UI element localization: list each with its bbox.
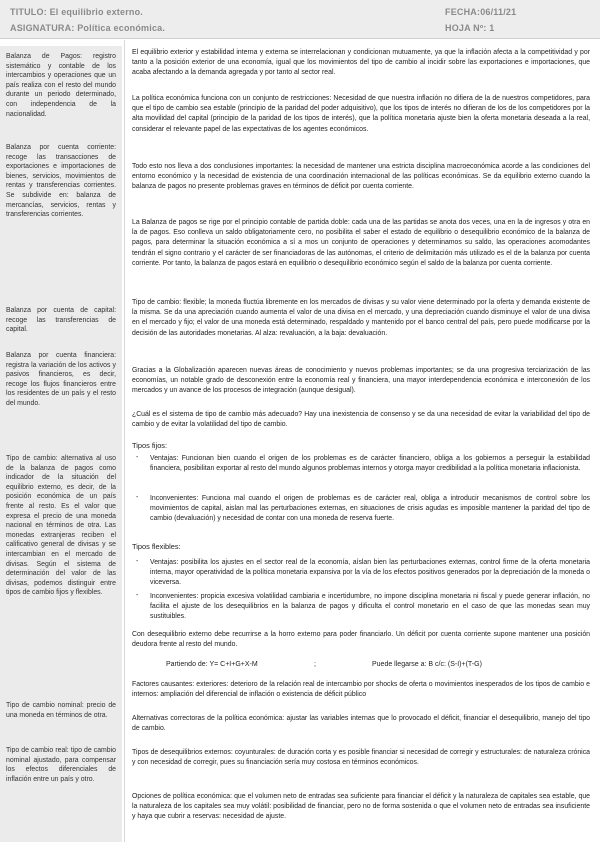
paragraph-factores: Factores causantes: exteriores: deterioro de la relación real de intercambio por shocks de oferta o movimientos inesperados de los tipos de cambio e internos: ampliación del diferencial de inflación o existencia de déficit público (132, 681, 590, 699)
note-tipo-cambio: Tipo de cambio: alternativa al uso de la balanza de pagos como indicador de la situación del equilibrio externo, es decir, de la posición económica de un país frente al resto. Es el valor que expresa el precio de una moneda nacional en términos de otra. Las monedas extranjeras reciben el calificativo general de divisas y se intercambian en el mercado de divisas. Según el sistema de determinación del valor de las divisas, podemos distinguir entre tipos de cambio fijos y flexibles. (6, 455, 116, 597)
heading-tipos-fijos: Tipos fijos: (132, 441, 168, 450)
paragraph-pregunta: ¿Cuál es el sistema de tipo de cambio más adecuado? Hay una inexistencia de consenso y se da una necesidad de evitar la variabilidad del tipo de cambio y de evitar la volatilidad del tipo de cambio. (132, 411, 590, 429)
flexibles-ventajas: Ventajas: posibilita los ajustes en el sector real de la economía, aíslan bien las perturbaciones externas, control firme de la oferta monetaria interna, mayor operatividad de la política monetaria expansiva por la vía de los efectos positivos generados por la depreciación de la moneda o viceversa. (150, 559, 590, 587)
heading-tipos-flexibles: Tipos flexibles: (132, 542, 181, 551)
formula-separator: ; (314, 661, 316, 668)
flexibles-inconvenientes: Inconvenientes: propicia excesiva volatilidad cambiaria e incertidumbre, no impone disciplina monetaria ni fiscal y puede generar inflación, no facilita el ajuste de los desequilibrios en la balanza de pagos y dificulta el control monetario en el caso de que las monedas sean muy sustituibles. (150, 593, 590, 621)
bullet-icon: - (136, 454, 139, 461)
paragraph-equilibrio: El equilibrio exterior y estabilidad interna y externa se interrelacionan y condicionan mutuamente, ya que la inflación afecta a la competitividad y por tanto a la posición exterior de una economía, igual que los movimientos del tipo de cambio al incidir sobre las exportaciones e importaciones, que acaba afectando a la demanda agregada y por tanto al sector real. (132, 49, 590, 77)
note-cambio-real: Tipo de cambio real: tipo de cambio nominal ajustado, para compensar los efectos diferenciales de inflación entre un país y otro. (6, 747, 116, 783)
note-cuenta-corriente: Balanza por cuenta corriente: recoge las transacciones de exportaciones e importaciones de bienes, servicios, movimientos de rentas y transferencias corrientes. Se subdivide en: balanza de mercancías, servicios, rentas y transferencias corrientes. (6, 144, 116, 219)
paragraph-globalizacion: Gracias a la Globalización aparecen nuevas áreas de conocimiento y nuevos problemas importantes; se da una progresiva terciarización de las economías, un notable grado de desconexión entre la economía real y financiera, una mayor interdependencia económica e interconexión de los mercados y un avance de los procesos de integración (aunque desigual). (132, 367, 590, 395)
sidebar-notes (0, 46, 122, 842)
fijos-inconvenientes: Inconvenientes: Funciona mal cuando el origen de problemas es de carácter real, obliga a introducir mecanismos de control sobre los movimientos de capital, aislan mal las perturbaciones externas, en situaciones de crisis agudas es imposible mantener la paridad del tipo de cambio (devaluación) y necesidad de contar con una moneda de reserva fuerte. (150, 495, 590, 523)
document-title: TITULO: El equilibrio externo. (10, 7, 144, 17)
paragraph-conclusiones: Todo esto nos lleva a dos conclusiones importantes: la necesidad de mantener una estricta disciplina macroeconómica acorde a las condiciones del entorno económico y la necesidad de existencia de una coordinación internacional de las políticas económicas. Se da equilibrio externo cuando la balanza de pagos no presente problemas graves en términos de déficit por cuenta corriente. (132, 163, 590, 191)
page-header (0, 0, 600, 39)
paragraph-opciones: Opciones de política económica: que el volumen neto de entradas sea suficiente para financiar el déficit y la naturaleza de capitales sea estable, que la naturaleza de los capitales sea muy volátil: posibilidad de financiar, pero no de forma sostenida o que el volumen neto de entradas sea insuficiente y haya que cubrir a reservas: necesidad de ajuste. (132, 793, 590, 821)
date-label: FECHA:06/11/21 (445, 7, 517, 17)
subject-label: ASIGNATURA: Política económica. (10, 23, 166, 33)
paragraph-restricciones: La política económica funciona con un conjunto de restricciones: Necesidad de que nuestra inflación no difiera de la de nuestros competidores, para que el tipo de cambio sea estable (principio de la paridad del poder adquisitivo), que los tipos de interés no difieran de los de los competidores por la alta movilidad del capital (principio de la paridad de los tipos de interés), que la política monetaria ajuste bien la oferta monetaria deseada a la real, considerar el relevante papel de las expectativas de los agentes económicos. (132, 95, 590, 133)
note-balanza-pagos: Balanza de Pagos: registro sistemático y contable de los intercambios y operaciones que un país realiza con el resto del mundo durante un periodo determinado, con independencia de la nacionalidad. (6, 53, 116, 118)
paragraph-balanza-pagos: La Balanza de pagos se rige por el principio contable de partida doble: cada una de las partidas se anota dos veces, una en la de ingresos y otra en la de pagos. Eso conlleva un saldo obligatoriamente cero, no posibilita el saber el estado de equilibrio o desequilibrio económico de la balanza de pagos, para determinar la situación económica a sí a mos un conjunto de operaciones y determinamos su saldo, las operaciones acomodantes tendrán el signo contrario y el carácter de ser financiadoras de las autónomas, el criterio de delimitación más utilizado es el de la balanza por cuenta corriente. Por tanto, la balanza de pagos estará en equilibrio o desequilibrio económico según el saldo de la balanza por cuenta corriente. (132, 219, 590, 267)
paragraph-alternativas: Alternativas correctoras de la política económica: ajustar las variables internas que lo provocado el déficit, financiar el desequilibrio, manejo del tipo de cambio. (132, 715, 590, 733)
bullet-icon: - (136, 558, 139, 565)
paragraph-tipo-cambio: Tipo de cambio: flexible; la moneda fluctúa libremente en los mercados de divisas y su valor viene determinado por la oferta y demanda existente de la misma. Se da una apreciación cuando aumenta el valor de una divisa en el mercado, y una depreciación cuando disminuye el valor de una divisa en el mercado y fijo; el valor de una moneda está determinado, respaldado y mantenido por el banco central del país, pero puede modificarse por la decisión de las autoridades monetarias. Al alza: revaluación, a la baja: devaluación. (132, 299, 590, 337)
bullet-icon: - (136, 592, 139, 599)
note-cuenta-financiera: Balanza por cuenta financiera: registra la variación de los activos y pasivos financieros, es decir, recoge los flujos financieros entre los residentes de un país y el resto del mundo. (6, 352, 116, 407)
paragraph-tipos-desequilibrios: Tipos de desequilibrios externos: coyunturales: de duración corta y es posible financiar si necesidad de corregir y estructurales: de naturaleza crónica y con necesidad de corregir, pues su financiación sería muy costosa en términos económicos. (132, 749, 590, 767)
note-cambio-nominal: Tipo de cambio nominal: precio de una moneda en términos de otra. (6, 702, 116, 719)
bullet-icon: - (136, 494, 139, 501)
sheet-number: HOJA Nº: 1 (445, 23, 495, 33)
column-divider (124, 40, 125, 842)
formula-balanza: Puede llegarse a: B c/c: (S-I)+(T-G) (372, 661, 482, 668)
fijos-ventajas: Ventajas: Funcionan bien cuando el origen de los problemas es de carácter financiero, obliga a los gobiernos a perseguir la estabilidad financiera, posibilitan exportar al resto del mundo algunos problemas internos y otorga mayor credibilidad a la política monetaria inflacionista. (150, 455, 590, 473)
paragraph-ahorro-externo: Con desequilibrio externo debe recurrirse a la horro externo para poder financiarlo. Un déficit por cuenta corriente supone mantener una posición deudora frente al resto del mundo. (132, 631, 590, 649)
formula-renta: Partiendo de: Y= C+I+G+X-M (166, 661, 258, 668)
note-cuenta-capital: Balanza por cuenta de capital: recoge las transferencias de capital. (6, 307, 116, 334)
